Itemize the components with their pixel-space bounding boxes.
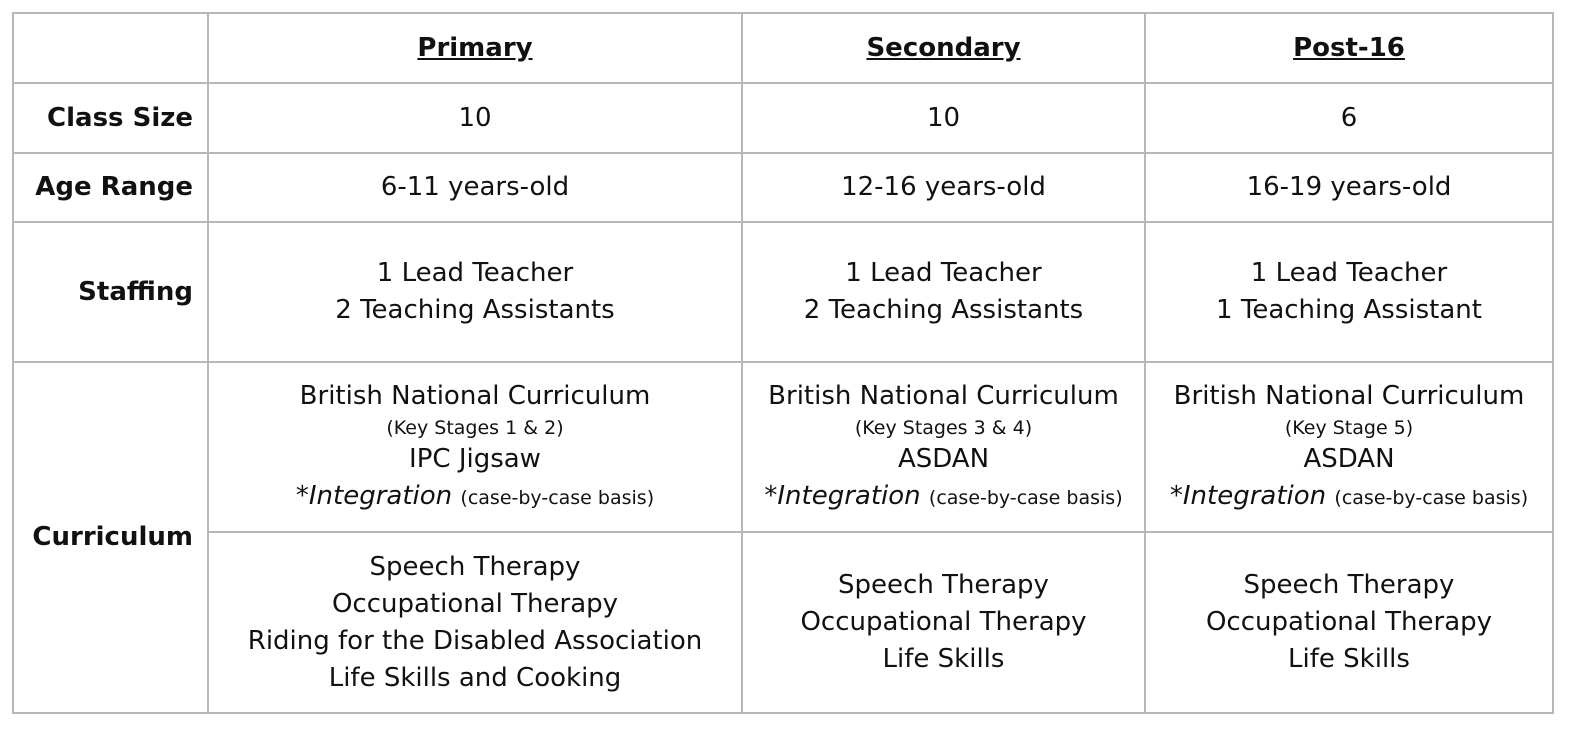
integration-note: (case-by-case basis) — [928, 486, 1123, 509]
therapy-item: Speech Therapy — [1243, 570, 1455, 600]
staffing-post16 — [1145, 222, 1553, 362]
staffing-line: 1 Lead Teacher — [1250, 258, 1448, 288]
staffing-row — [13, 222, 1553, 362]
curriculum-program: ASDAN — [1303, 443, 1395, 474]
age-range-row — [13, 153, 1553, 222]
staffing-line: 2 Teaching Assistants — [803, 295, 1084, 325]
curriculum-main: British National Curriculum — [1173, 380, 1525, 411]
curriculum-main: British National Curriculum — [299, 380, 651, 411]
therapy-item: Life Skills — [882, 644, 1005, 674]
class-size-row — [13, 83, 1553, 153]
therapy-item: Riding for the Disabled Association — [247, 625, 703, 656]
curriculum-stages: (Key Stages 3 & 4) — [854, 416, 1033, 439]
therapy-item: Occupational Therapy — [800, 607, 1087, 637]
curriculum-academic-row — [13, 362, 1553, 532]
row-label-age-range: Age Range — [13, 153, 208, 222]
corner-cell — [13, 13, 208, 83]
curriculum-program: ASDAN — [897, 443, 990, 474]
integration-note: (case-by-case basis) — [1334, 486, 1529, 509]
staffing-secondary — [742, 222, 1145, 362]
therapies-secondary — [742, 532, 1145, 713]
curriculum-program: IPC Jigsaw — [409, 443, 541, 474]
curriculum-therapies-row — [13, 532, 1553, 713]
row-label-class-size: Class Size — [13, 83, 208, 153]
curriculum-secondary — [742, 362, 1145, 532]
therapy-item: Speech Therapy — [838, 570, 1049, 600]
integration-note: (case-by-case basis) — [460, 486, 655, 509]
curriculum-primary — [208, 362, 742, 532]
curriculum-integration — [749, 478, 1138, 517]
column-header-post16: Post-16 — [1145, 13, 1553, 83]
row-label-curriculum: Curriculum — [13, 362, 208, 713]
therapy-item: Life Skills — [1288, 644, 1410, 674]
curriculum-integration — [1152, 478, 1546, 517]
curriculum-stages: (Key Stage 5) — [1284, 416, 1414, 439]
therapy-item: Occupational Therapy — [1205, 607, 1493, 637]
age-range-primary: 6-11 years-old — [208, 153, 742, 222]
therapy-item: Life Skills and Cooking — [328, 662, 622, 693]
column-header-secondary: Secondary — [742, 13, 1145, 83]
curriculum-main: British National Curriculum — [768, 380, 1119, 411]
age-range-post16: 16-19 years-old — [1145, 153, 1553, 222]
staffing-line: 1 Lead Teacher — [376, 258, 574, 288]
integration-label: *Integration — [295, 480, 453, 511]
class-size-post16: 6 — [1145, 83, 1553, 153]
staffing-line: 1 Lead Teacher — [845, 258, 1042, 288]
curriculum-integration — [215, 478, 735, 517]
therapies-primary — [208, 532, 742, 713]
integration-label: *Integration — [1169, 480, 1327, 511]
therapy-item: Speech Therapy — [369, 551, 581, 582]
staffing-line: 2 Teaching Assistants — [335, 295, 615, 325]
integration-label: *Integration — [764, 480, 921, 511]
therapy-item: Occupational Therapy — [331, 588, 619, 619]
school-programs-table — [12, 12, 1554, 714]
row-label-staffing: Staffing — [13, 222, 208, 362]
staffing-primary — [208, 222, 742, 362]
therapies-post16 — [1145, 532, 1553, 713]
curriculum-stages: (Key Stages 1 & 2) — [386, 416, 564, 439]
column-header-primary: Primary — [208, 13, 742, 83]
curriculum-post16 — [1145, 362, 1553, 532]
staffing-line: 1 Teaching Assistant — [1216, 295, 1482, 325]
header-row — [13, 13, 1553, 83]
class-size-secondary: 10 — [742, 83, 1145, 153]
age-range-secondary: 12-16 years-old — [742, 153, 1145, 222]
class-size-primary: 10 — [208, 83, 742, 153]
